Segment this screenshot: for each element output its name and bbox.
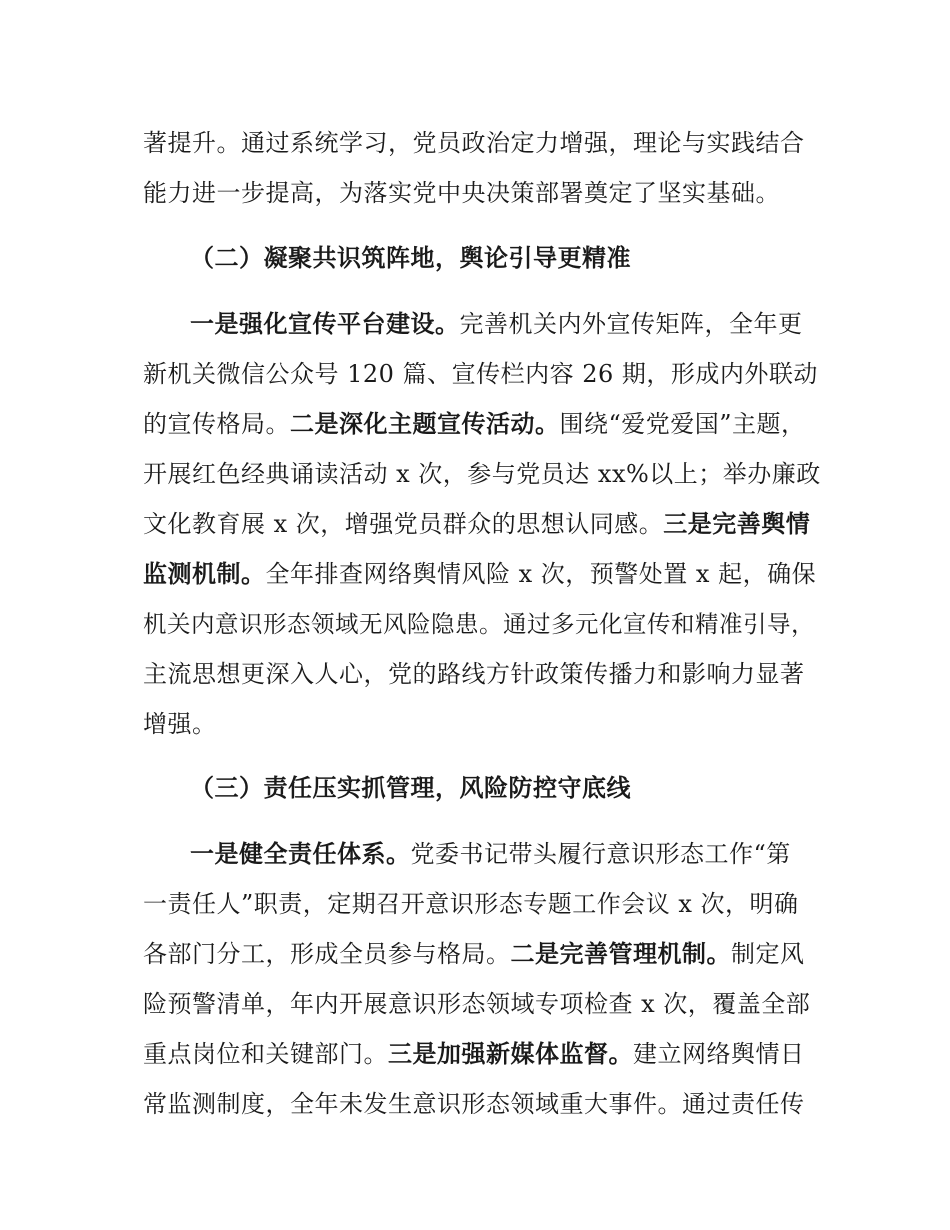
body-line: 机关内意识形态领域无风险隐患。通过多元化宣传和精准引导，: [143, 610, 815, 638]
body-line: 能力进一步提高，为落实党中央决策部署奠定了坚实基础。: [143, 179, 780, 207]
bold-point: 二是完善管理机制。: [510, 940, 731, 968]
bold-point: 二是深化主题宣传活动。: [290, 410, 560, 438]
section-heading-3: （三）责任压实抓管理，风险防控守底线: [190, 774, 631, 802]
body-text: 全年排查网络舆情风险 x 次，预警处置 x 起，确保: [265, 560, 817, 588]
bold-point: 监测机制。: [143, 560, 266, 588]
body-text: 围绕“爱党爱国”主题，: [559, 410, 806, 438]
section-heading-2: （二）凝聚共识筑阵地，舆论引导更精准: [190, 244, 631, 272]
body-text: 完善机关内外宣传矩阵，全年更: [459, 310, 803, 338]
body-line: 著提升。通过系统学习，党员政治定力增强，理论与实践结合: [143, 129, 805, 157]
bold-point: 一是健全责任体系。: [190, 840, 411, 868]
body-line: [143, 559, 823, 589]
body-line: 一责任人”职责，定期召开意识形态专题工作会议 x 次，明确: [143, 890, 799, 918]
bold-point: 一是强化宣传平台建设。: [190, 310, 460, 338]
body-line: 主流思想更深入人心，党的路线方针政策传播力和影响力显著: [143, 660, 805, 688]
body-text: 党委书记带头履行意识形态工作“第: [410, 840, 791, 868]
body-text: 各部门分工，形成全员参与格局。: [143, 940, 511, 968]
body-text: 文化教育展 x 次，增强党员群众的思想认同感。: [143, 510, 664, 538]
body-text: 制定风: [731, 940, 805, 968]
body-line: [143, 509, 823, 539]
body-line: 险预警清单，年内开展意识形态领域专项检查 x 次，覆盖全部: [143, 990, 811, 1018]
body-text: 的宣传格局。: [143, 410, 290, 438]
body-line: [143, 409, 823, 439]
bold-point: 三是完善舆情: [663, 510, 811, 538]
body-line: [190, 839, 870, 869]
body-line: 常监测制度，全年未发生意识形态领域重大事件。通过责任传: [143, 1090, 805, 1118]
body-line: 新机关微信公众号 120 篇、宣传栏内容 26 期，形成内外联动: [143, 360, 818, 388]
body-line: [143, 939, 823, 969]
body-line: 增强。: [143, 710, 217, 738]
body-text: 建立网络舆情日: [633, 1040, 805, 1068]
body-line: [190, 309, 870, 339]
body-text: 重点岗位和关键部门。: [143, 1040, 388, 1068]
body-line: 开展红色经典诵读活动 x 次，参与党员达 xx%以上；举办廉政: [143, 460, 821, 488]
body-line: [143, 1039, 823, 1069]
bold-point: 三是加强新媒体监督。: [388, 1040, 633, 1068]
